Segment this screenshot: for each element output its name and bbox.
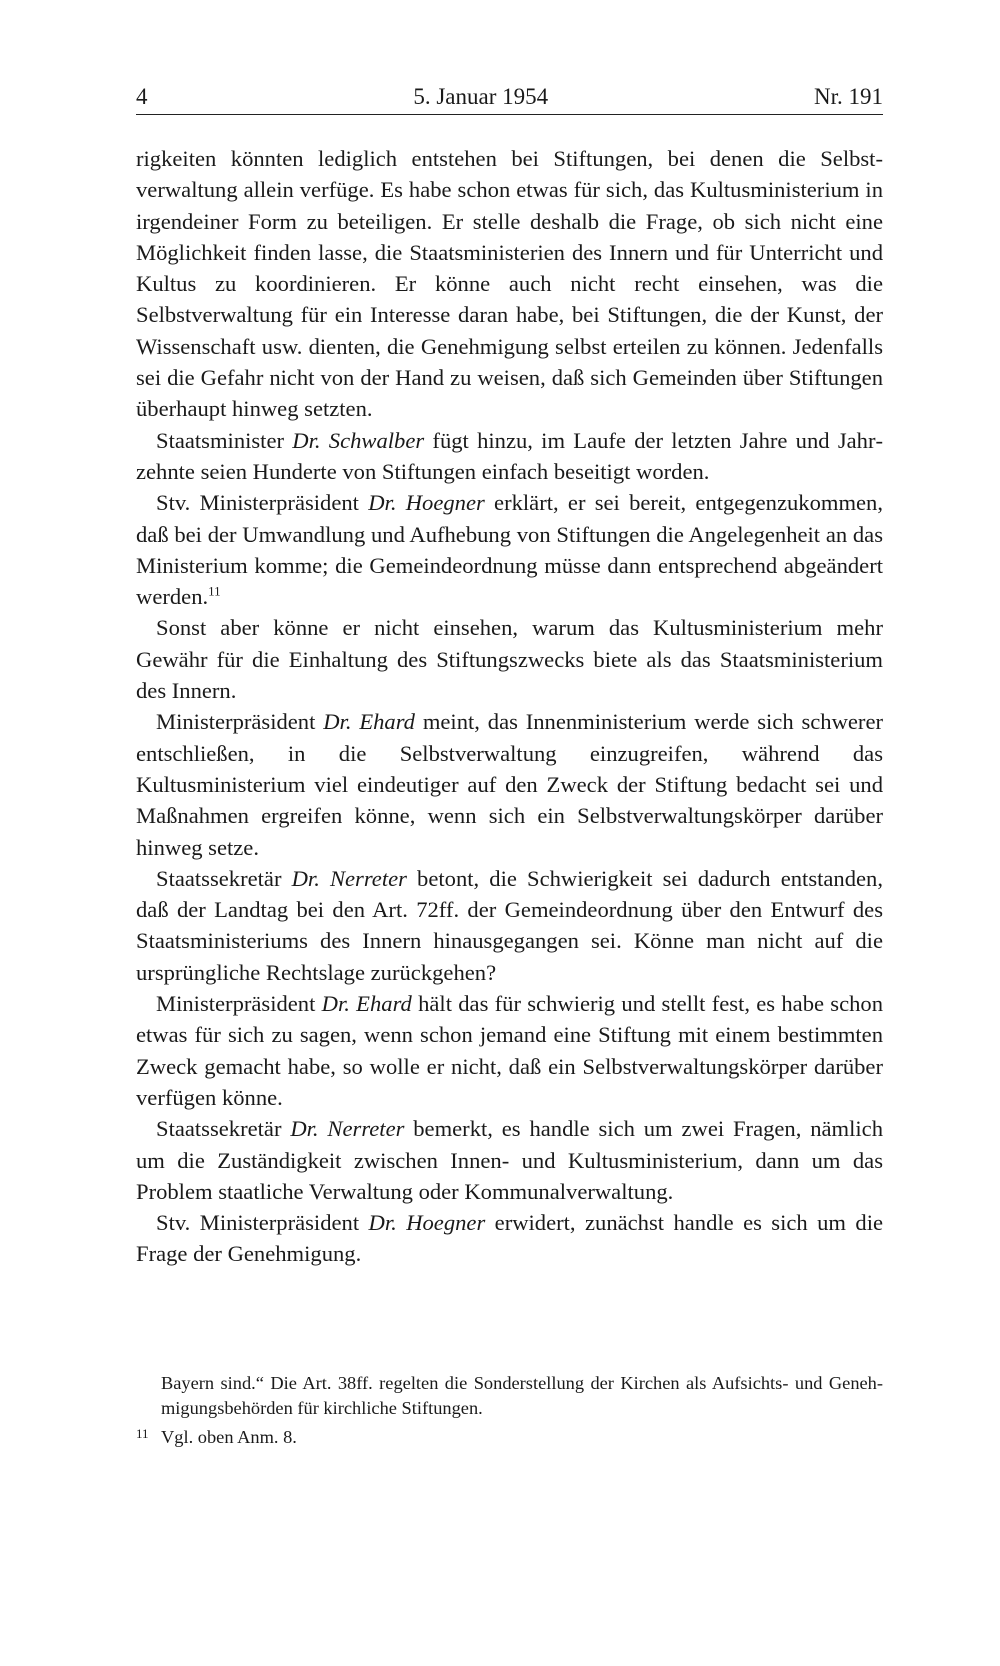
- paragraph: [136, 863, 883, 988]
- paragraph-text: erwidert, zunächst handle es sich um die Frage der Genehmigung.: [136, 1210, 883, 1267]
- paragraph-text: hält das für schwierig und stellt fest, es habe schon etwas für sich zu sagen, wenn schon jemand eine Stiftung mit einem bestimmten Zweck gemacht habe, so wolle er nicht, daß ein Selbstverwaltungskörper darüber verfügen könne.: [136, 991, 884, 1110]
- paragraph: [136, 612, 883, 706]
- paragraph: [136, 143, 883, 425]
- paragraph-text: meint, das Innenministerium werde sich schwerer entschließen, in die Selbstverwaltung einzugreifen, während das Kultusministerium viel eindeutiger auf den Zweck der Stiftung bedacht sei und Maßnahmen ergreifen könne, wenn sich ein Selbstverwaltungskörper darüber hinweg setze.: [136, 709, 884, 860]
- paragraph: [136, 425, 883, 488]
- paragraph-text: Sonst aber könne er nicht einsehen, warum das Kultusministerium mehr Gewähr für die Einhaltung des Stiftungszwecks biete als das Staatsministerium des Innern.: [136, 615, 883, 704]
- paragraph-text: Staatssekretär: [156, 865, 292, 891]
- paragraph-text: erklärt, er sei bereit, entgegenzukommen, daß bei der Umwandlung und Aufhebung von Stiftungen die Angelegenheit an das Ministerium komme; die Gemeindeordnung müsse dann entsprechend abgeändert werden.: [136, 490, 884, 610]
- paragraph-text: rigkeiten könnten lediglich entstehen bei Stiftungen, bei denen die Selbstverwaltung allein verfüge. Es habe schon etwas für sich, das Kultusministerium in irgendeiner Form zu beteiligen. Er stelle deshalb die Frage, ob sich nicht eine Möglichkeit finden lasse, die Staatsministerien des Innern und für Unterricht und Kultus zu koordinieren. Er könne auch nicht recht einsehen, was die Selbstverwaltung für ein Interesse daran habe, bei Stiftungen, die der Kunst, der Wissenschaft usw. dienten, die Genehmigung selbst erteilen zu können. Jedenfalls sei die Gefahr nicht von der Hand zu weisen, daß sich Gemeinden über Stiftungen überhaupt hinweg setzten.: [136, 146, 883, 422]
- footnote-text: Vgl. oben Anm. 8.: [161, 1427, 297, 1447]
- header-date: 5. Januar 1954: [413, 84, 549, 109]
- paragraph-text: Staatssekretär: [156, 1116, 291, 1142]
- paragraph: [136, 1113, 883, 1207]
- speaker-name: Dr. Nerreter: [290, 1116, 405, 1142]
- footnote-number: 11: [136, 1426, 149, 1441]
- paragraph: [136, 706, 883, 862]
- speaker-name: Dr. Schwalber: [292, 427, 425, 453]
- speaker-name: Dr. Ehard: [321, 991, 412, 1017]
- running-header: [136, 82, 883, 115]
- footnote-continuation: Bayern sind.“ Die Art. 38ff. regelten die Sonderstellung der Kirchen als Aufsichts- und Genehmigungsbehörden für kirchliche Stiftungen.: [161, 1373, 883, 1418]
- paragraph-text: Staatsminister: [156, 427, 293, 453]
- footnote-11: [136, 1425, 883, 1450]
- paragraph-text: Ministerpräsident: [156, 709, 324, 735]
- paragraph: [136, 487, 883, 612]
- speaker-name: Dr. Nerreter: [291, 865, 407, 891]
- speaker-name: Dr. Hoegner: [368, 1210, 486, 1236]
- speaker-name: Dr. Hoegner: [368, 490, 485, 516]
- page-number: 4: [136, 84, 148, 109]
- page: [136, 82, 883, 1270]
- paragraph-text: betont, die Schwierigkeit sei dadurch entstanden, daß der Landtag bei den Art. 72ff. der Gemeindeordnung über den Entwurf des Staatsministeriums des Innern hinausgegangen sei. Könne man nicht auf die ursprüngliche Rechtslage zurückgehen?: [136, 865, 883, 985]
- paragraph: [136, 988, 883, 1113]
- paragraph-text: Stv. Ministerpräsident: [156, 1210, 369, 1236]
- footnote-reference: 11: [208, 583, 221, 599]
- paragraph-text: Stv. Ministerpräsident: [156, 490, 369, 516]
- paragraph: [136, 1207, 883, 1270]
- paragraph-text: Ministerpräsident: [156, 991, 322, 1017]
- footnotes: [136, 1371, 883, 1450]
- paragraph-text: bemerkt, es handle sich um zwei Fragen, nämlich um die Zuständigkeit zwischen Innen- und Kultusministerium, dann um das Problem staatliche Verwaltung oder Kommunalverwaltung.: [136, 1116, 883, 1204]
- paragraph-text: fügt hinzu, im Laufe der letzten Jahre und Jahrzehnte seien Hunderte von Stiftungen einfach beseitigt worden.: [136, 427, 883, 484]
- header-issue-number: Nr. 191: [814, 84, 883, 109]
- speaker-name: Dr. Ehard: [323, 709, 415, 735]
- body-text: [136, 143, 883, 1270]
